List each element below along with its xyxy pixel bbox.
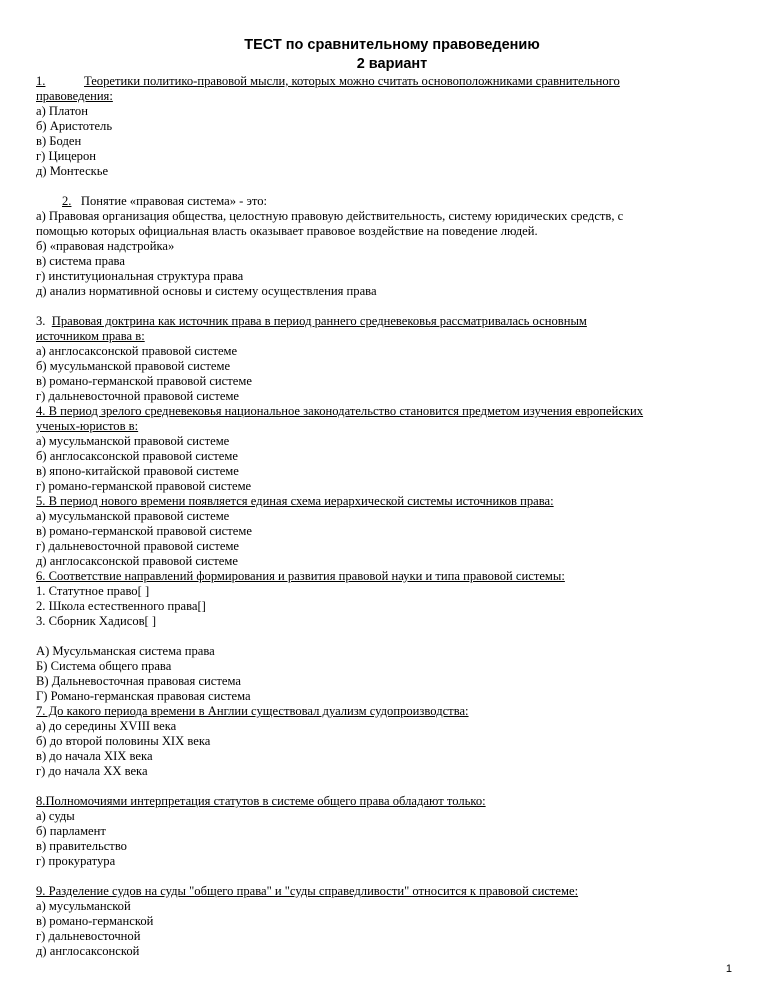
option: г) дальневосточной правовой системе <box>36 539 240 553</box>
question-2 <box>36 194 736 299</box>
option: а) суды <box>36 809 75 823</box>
option: а) Платон <box>36 104 88 118</box>
spacer <box>36 179 736 194</box>
option: в) правительство <box>36 839 127 853</box>
question-5 <box>36 494 736 569</box>
match-answer: Б) Система общего права <box>36 659 172 673</box>
option: а) англосаксонской правовой системе <box>36 344 238 358</box>
option: б) «правовая надстройка» <box>36 239 175 253</box>
spacer <box>36 299 736 314</box>
option: б) англосаксонской правовой системе <box>36 449 238 463</box>
option-cont: помощью которых официальная власть оказывает правовое воздействие на поведение людей. <box>36 224 538 238</box>
match-item: 3. Сборник Хадисов[ ] <box>36 614 157 628</box>
option: г) романо-германской правовой системе <box>36 479 252 493</box>
question-8-text: 8.Полномочиями интерпретация статутов в системе общего права обладают только: <box>36 794 486 808</box>
question-1-number: 1. <box>36 74 46 88</box>
question-3-text-cont: источником права в: <box>36 329 145 343</box>
question-2-prompt <box>36 194 736 209</box>
page-number: 1 <box>725 963 732 975</box>
option: а) мусульманской правовой системе <box>36 509 230 523</box>
question-3-prompt <box>36 314 736 329</box>
option: б) до второй половины XIX века <box>36 734 211 748</box>
option: а) мусульманской правовой системе <box>36 434 230 448</box>
document-title: ТЕСТ по сравнительному правоведению <box>244 37 540 53</box>
option: б) Аристотель <box>36 119 113 133</box>
option: в) японо-китайской правовой системе <box>36 464 239 478</box>
question-1 <box>36 74 736 179</box>
match-answer: А) Мусульманская система права <box>36 644 215 658</box>
question-1-text-cont: правоведения: <box>36 89 113 103</box>
match-item: 1. Статутное право[ ] <box>36 584 150 598</box>
question-2-text: Понятие «правовая система» - это: <box>80 194 268 208</box>
option: д) англосаксонской <box>36 944 140 958</box>
question-9-text: 9. Разделение судов на суды "общего права" и "суды справедливости" относится к правовой системе: <box>36 884 579 898</box>
option: б) мусульманской правовой системе <box>36 359 231 373</box>
match-answer: В) Дальневосточная правовая система <box>36 674 241 688</box>
option: д) анализ нормативной основы и систему осуществления права <box>36 284 377 298</box>
option: в) романо-германской правовой системе <box>36 374 252 388</box>
option: в) романо-германской правовой системе <box>36 524 252 538</box>
question-6-text: 6. Соответствие направлений формирования и развития правовой науки и типа правовой системы: <box>36 569 565 583</box>
option: в) система права <box>36 254 125 268</box>
question-7-text: 7. До какого периода времени в Англии существовал дуализм судопроизводства: <box>36 704 469 718</box>
question-1-prompt <box>36 74 736 89</box>
option: а) Правовая организация общества, целостную правовую действительность, систему юридических средств, с <box>36 209 624 223</box>
question-3-text: Правовая доктрина как источник права в период раннего средневековья рассматривалась основным <box>51 314 587 328</box>
option: г) дальневосточной правовой системе <box>36 389 240 403</box>
option: в) Боден <box>36 134 82 148</box>
match-answer: Г) Романо-германская правовая система <box>36 689 251 703</box>
option: а) мусульманской <box>36 899 131 913</box>
document-variant: 2 вариант <box>356 56 428 72</box>
option: в) до начала XIX века <box>36 749 153 763</box>
option: д) Монтескье <box>36 164 109 178</box>
question-1-text: Теоретики политико-правовой мысли, которых можно считать основоположниками сравнительного <box>84 74 620 88</box>
option: д) англосаксонской правовой системе <box>36 554 238 568</box>
question-4 <box>36 404 736 494</box>
spacer <box>36 779 736 794</box>
question-4-text: 4. В период зрелого средневековья национальное законодательство становится предметом изучения европейских <box>36 404 644 418</box>
option: г) до начала XX века <box>36 764 148 778</box>
option: г) институциональная структура права <box>36 269 244 283</box>
question-6 <box>36 569 736 704</box>
question-9 <box>36 884 736 959</box>
question-8 <box>36 794 736 869</box>
option: г) Цицерон <box>36 149 97 163</box>
question-3 <box>36 314 736 404</box>
question-7 <box>36 704 736 779</box>
question-2-number: 2. <box>62 194 72 208</box>
match-item: 2. Школа естественного права[] <box>36 599 206 613</box>
spacer <box>36 629 736 644</box>
option: г) прокуратура <box>36 854 116 868</box>
spacer <box>36 869 736 884</box>
question-5-text: 5. В период нового времени появляется единая схема иерархической системы источников права: <box>36 494 554 508</box>
option: б) парламент <box>36 824 106 838</box>
option: в) романо-германской <box>36 914 154 928</box>
option: а) до середины XVIII века <box>36 719 177 733</box>
question-3-number: 3. <box>36 314 46 328</box>
test-document <box>36 36 736 959</box>
option: г) дальневосточной <box>36 929 141 943</box>
question-4-text-cont: ученых-юристов в: <box>36 419 139 433</box>
